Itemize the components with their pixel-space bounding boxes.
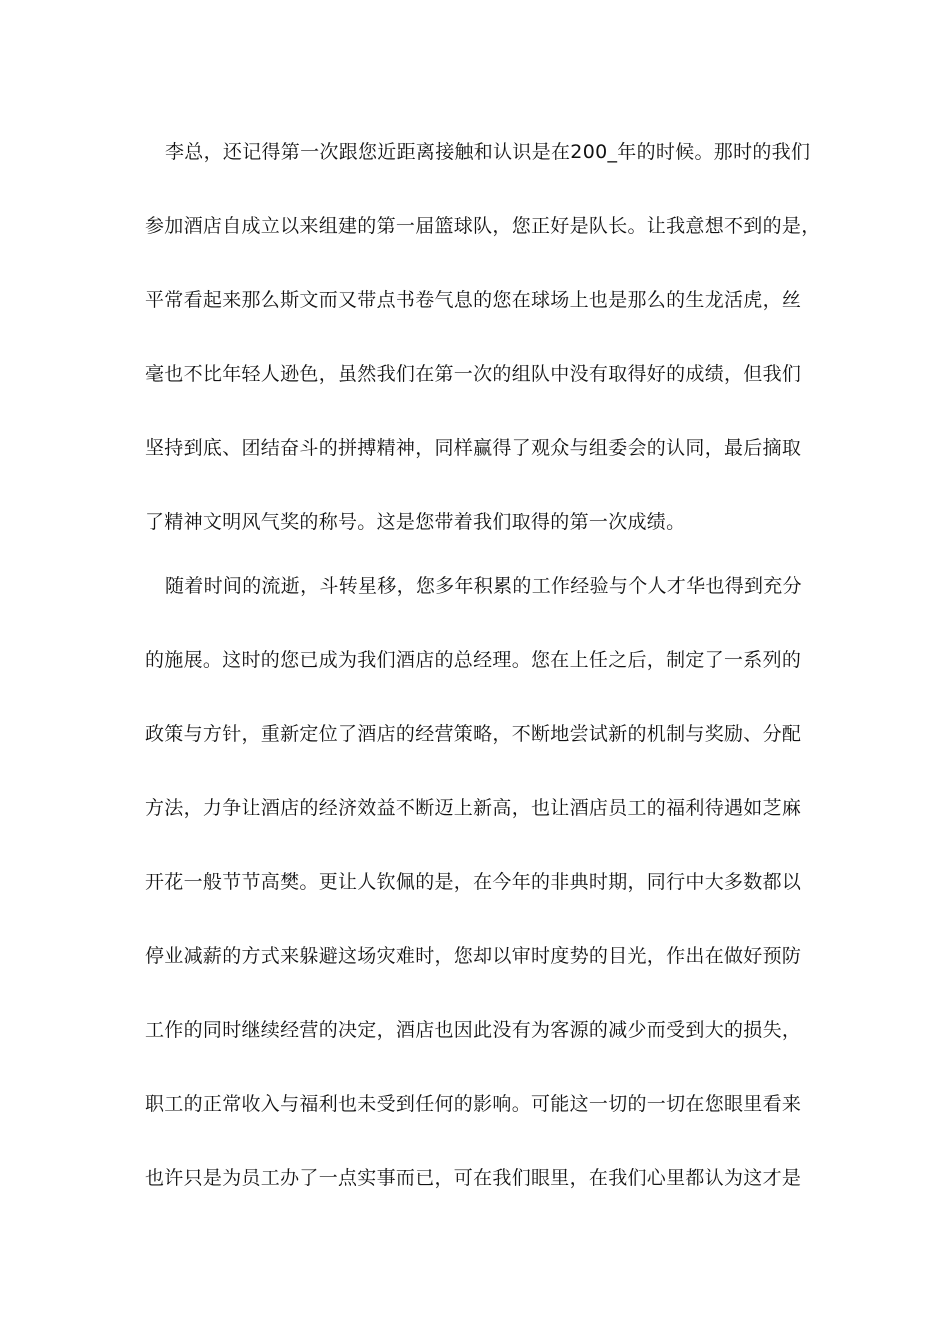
paragraph-line: 随着时间的流逝，斗转星移，您多年积累的工作经验与个人才华也得到充分 xyxy=(165,575,802,597)
paragraph-line: 参加酒店自成立以来组建的第一届篮球队，您正好是队长。让我意想不到的是， xyxy=(145,215,821,237)
paragraph-line: 工作的同时继续经营的决定，酒店也因此没有为客源的减少而受到大的损失， xyxy=(145,1019,802,1041)
paragraph-line: 毫也不比年轻人逊色，虽然我们在第一次的组队中没有取得好的成绩，但我们 xyxy=(145,363,802,385)
paragraph-2 xyxy=(145,574,815,1240)
paragraph-line: 李总，还记得第一次跟您近距离接触和认识是在200_年的时候。那时的我们 xyxy=(165,141,811,163)
paragraph-line: 坚持到底、团结奋斗的拼搏精神，同样赢得了观众与组委会的认同，最后摘取 xyxy=(145,437,802,459)
paragraph-line: 开花一般节节高樊。更让人钦佩的是，在今年的非典时期，同行中大多数都以 xyxy=(145,871,802,893)
paragraph-line: 平常看起来那么斯文而又带点书卷气息的您在球场上也是那么的生龙活虎，丝 xyxy=(145,289,802,311)
paragraph-1 xyxy=(145,140,821,584)
paragraph-line: 停业减薪的方式来躲避这场灾难时，您却以审时度势的目光，作出在做好预防 xyxy=(145,945,802,967)
paragraph-line: 职工的正常收入与福利也未受到任何的影响。可能这一切的一切在您眼里看来 xyxy=(145,1093,802,1115)
paragraph-line: 的施展。这时的您已成为我们酒店的总经理。您在上任之后，制定了一系列的 xyxy=(145,649,802,671)
paragraph-line: 方法，力争让酒店的经济效益不断迈上新高，也让酒店员工的福利待遇如芝麻 xyxy=(145,797,802,819)
paragraph-line: 政策与方针，重新定位了酒店的经营策略，不断地尝试新的机制与奖励、分配 xyxy=(145,723,802,745)
paragraph-line: 了精神文明风气奖的称号。这是您带着我们取得的第一次成绩。 xyxy=(145,511,686,533)
paragraph-line: 也许只是为员工办了一点实事而已，可在我们眼里，在我们心里都认为这才是 xyxy=(145,1167,802,1189)
